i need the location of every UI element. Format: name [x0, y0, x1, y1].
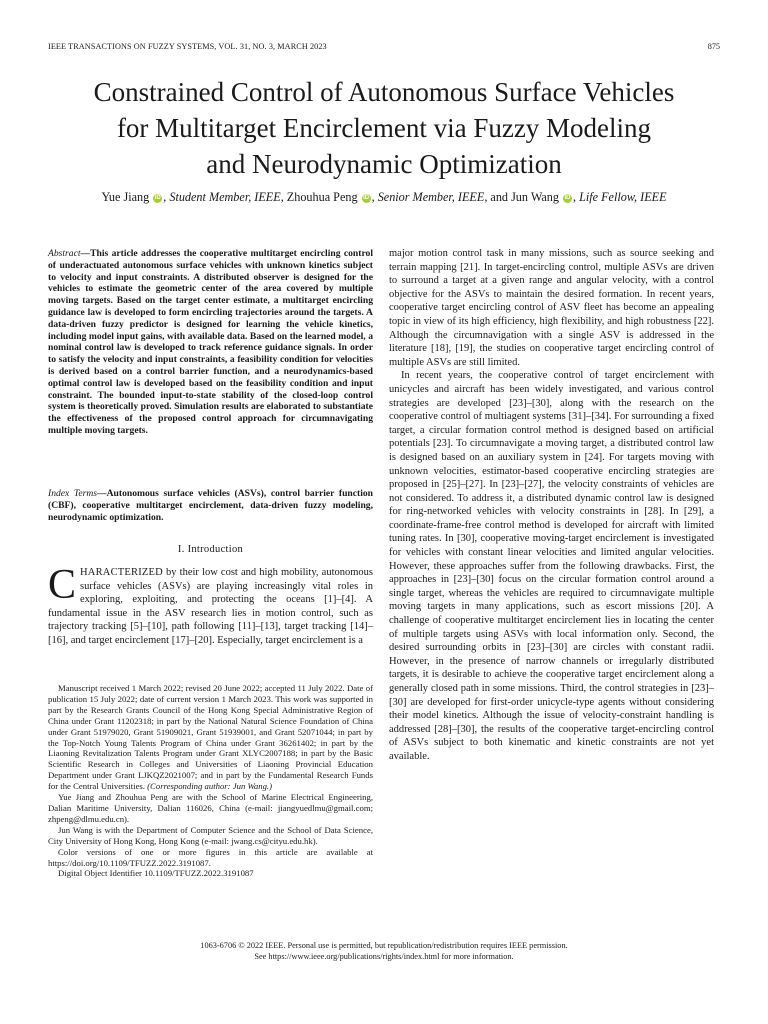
corresponding-author: (Corresponding author: Jun Wang.): [144, 781, 272, 792]
index-terms-text: —Autonomous surface vehicles (ASVs), control barrier function (CBF), cooperative multitarget encirclement, data-driven fuzzy modeling, neurodynamic optimization.: [48, 488, 373, 523]
orcid-icon[interactable]: iD: [154, 195, 161, 201]
intro-lead: HARACTERIZED: [80, 567, 163, 578]
body-paragraph-1: major motion control task in many missions, such as source seeking and terrain mapping [21]. In target-encircling control, multiple ASVs are driven to surround a target at a given range and angular velocity, with a control objective for the ASVs to maintain the desired formation. In recent years, cooperative target encircling control of ASV fleet has become an appealing topic in view of its high efficiency, high flexibility, and high robustness [22]. Although the circumnavigation with a single ASV is addressed in the literature [18], [19], the studies on cooperative target encircling control of multiple ASVs are still limited.: [389, 248, 714, 368]
footnote-affiliation-2: Jun Wang is with the Department of Computer Science and the School of Data Science, City University of Hong Kong, Hong Kong (e-mail: jwang.cs@cityu.edu.hk).: [48, 824, 373, 846]
index-terms-lead: Index Terms: [48, 488, 98, 499]
intro-paragraph: [48, 562, 373, 648]
footnote-affiliation-1: Yue Jiang and Zhouhua Peng are with the School of Marine Electrical Engineering, Dalian Maritime University, Dalian 116026, China (e-mail: jiangyuedlmu@gmail.com; zhpeng@dlmu.edu.cn).: [48, 792, 373, 824]
author-name-2: Zhouhua Peng: [286, 190, 358, 204]
page-number: 875: [707, 42, 720, 51]
abstract-text: —This article addresses the cooperative multitarget encircling control of underactuated autonomous surface vehicles with unknown kinetics subject to velocity and input constraints. A distributed observer is designed for the vehicles to estimate the geometric center of the area covered by multiple moving targets. Based on the target center estimate, a multitarget encircling guidance law is developed to form encircling trajectories around the targets. A data-driven fuzzy predictor is designed for learning the vehicle kinetics, including model input gains, with available data. Based on the learned model, a nominal control law is developed to track reference guidance signals. In order to satisfy the velocity and input constraints, a feasibility condition for velocities is derived based on a control barrier function, and a neurodynamics-based optimal control law is developed based on the feasibility condition and input constraint. The bounded input-to-state stability of the closed-loop control system is theoretically proved. Simulation results are elaborated to substantiate the effectiveness of the proposed control approach for circumnavigating multiple moving targets.: [48, 248, 373, 436]
body-paragraph-2: In recent years, the cooperative control of target encirclement with unicycles and aircraft has been widely investigated, and various control strategies are developed [23]–[30], along with the research on the cooperative control of multiagent systems [31]–[34]. For surrounding a fixed target, a circular formation control method is designed based on artificial potentials [23]. To circumnavigate a moving target, a distributed control law is designed based on an auxiliary system in [24]. For targets moving with unknown velocities, estimator-based cooperative encircling strategies are proposed in [25]–[27]. In [23]–[27], the velocity constraints of vehicles are not considered. To address it, a distributed dynamic control law is designed for ring-networked vehicles with velocity constraints in [28]. In [29], a coordinate-frame-free control method is developed for aircraft with limited tuning rates. In [30], cooperative moving-target encirclement is investigated for vehicles with constant linear velocities and limited angular velocities. However, these approaches suffer from the following drawbacks. First, the approaches in [23]–[30] focus on the circular formation control around a single target, whereas the vehicles are required to circumnavigate multiple moving targets in many applications, such as escort missions [20]. A challenge of cooperative multitarget encirclement lies in locating the center of multiple targets using ASVs with local information only. Second, the desired surrounding orbits in [23]–[30] are circles with constant radii. However, in the presence of narrow channels or irregularly distributed targets, it is desirable to achieve the cooperative target encirclement along a generally closed path in some missions. Third, the control strategies in [23]–[30] are developed for first-order unicycle-type agents without considering their model kinetics. Although the issue of velocity-constraint handling is addressed [28]–[30], the results of the cooperative target-encircling control of ASVs subject to both kinematic and kinetic constraints are not yet available.: [389, 370, 714, 762]
author-role-3: Life Fellow, IEEE: [579, 190, 667, 204]
title-line-3: and Neurodynamic Optimization: [206, 149, 562, 179]
footnote-funding-text: Manuscript received 1 March 2022; revised 20 June 2022; accepted 11 July 2022. Date of publication 15 July 2022; date of current version 1 March 2023. This work was supported in part by the Research Grants Council of the Hong Kong Special Administrative Region of China under Grant 11202318; in part by the National Natural Science Foundation of China under Grant 51979020, Grant 51909021, Grant 51939001, and Grant 52071044; in part by the Top-Notch Young Talents Program of China under Grant 36261402; in part by the Liaoning Revitalization Talents Program under Grant XLYC2007188; in part by the Basic Scientific Research in Colleges and Universities of Liaoning Provincial Education Department under Grant LJKQZ2021007; and in part by the Fundamental Research Funds for the Central Universities.: [48, 683, 373, 792]
title-line-2: for Multitarget Encirclement via Fuzzy Modeling: [116, 113, 652, 143]
author-role-2: Senior Member, IEEE: [377, 190, 485, 204]
footnote-funding: [48, 683, 373, 792]
right-column: [389, 247, 714, 764]
abstract-lead: Abstract: [48, 248, 81, 259]
author-name-1: Yue Jiang: [101, 190, 150, 204]
author-name-3: Jun Wang: [511, 190, 559, 204]
journal-header: IEEE TRANSACTIONS ON FUZZY SYSTEMS, VOL. 31, NO. 3, MARCH 2023: [48, 42, 327, 51]
intro-text: by their low cost and high mobility, autonomous surface vehicles (ASVs) are playing increasingly vital roles in exploring, exploiting, and protecting the oceans [1]–[4]. A fundamental issue in the ASV research lies in motion control, such as trajectory tracking [5]–[10], path following [11]–[13], target tracking [14]–[16], and target encirclement [17]–[20]. Especially, target encirclement is a: [48, 567, 373, 646]
copyright-line-1: 1063-6706 © 2022 IEEE. Personal use is permitted, but republication/redistribution requires IEEE permission.: [200, 941, 568, 950]
footnote-doi: Digital Object Identifier 10.1109/TFUZZ.2022.3191087: [58, 868, 254, 879]
author-list: Yue Jiang iD , Student Member, IEEE, Zhouhua Peng iD , Senior Member, IEEE, and Jun Wang iD , Life Fellow, IEEE: [101, 190, 667, 204]
index-terms: [48, 488, 373, 523]
copyright-line-2: See https://www.ieee.org/publications/rights/index.html for more information.: [254, 952, 514, 961]
drop-cap: C: [48, 562, 77, 608]
footnote: [48, 683, 373, 879]
author-role-1: Student Member, IEEE: [169, 190, 281, 204]
section-heading: I. Introduction: [177, 544, 244, 555]
footnote-color-note: Color versions of one or more figures in this article are available at https://doi.org/10.1109/TFUZZ.2022.3191087.: [48, 846, 373, 868]
copyright-footer: [30, 940, 738, 962]
abstract: [48, 248, 373, 437]
orcid-icon[interactable]: iD: [363, 195, 370, 201]
title-line-1: Constrained Control of Autonomous Surface Vehicles: [93, 77, 675, 107]
orcid-icon[interactable]: iD: [564, 195, 571, 201]
paper-title: [30, 74, 738, 182]
